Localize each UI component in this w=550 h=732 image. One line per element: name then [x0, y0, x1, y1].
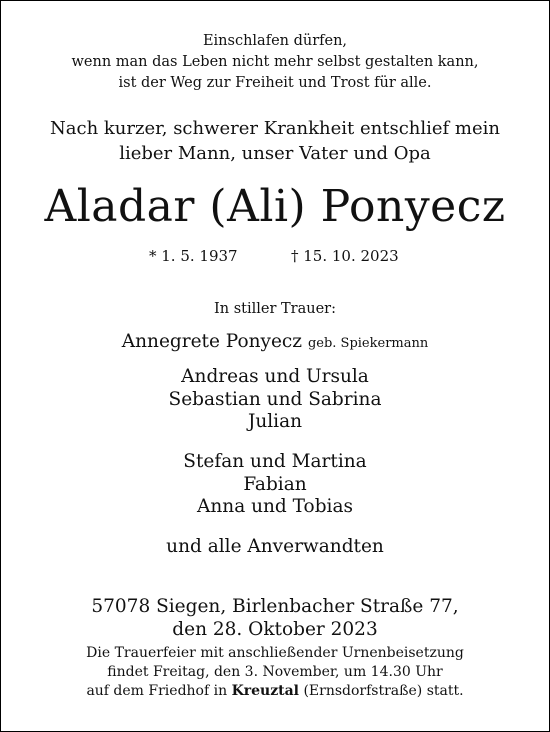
family-member: Sebastian und Sabrina: [168, 388, 382, 410]
motto-verse: [1, 31, 549, 94]
motto-line-1: Einschlafen dürfen,: [202, 33, 348, 49]
family-group-1: [1, 366, 549, 434]
funeral-line-3-suffix: (Ernsdorfstraße) statt.: [303, 683, 464, 699]
family-group-2: [1, 451, 549, 519]
widow-line: [1, 331, 549, 356]
funeral-line-2: findet Freitag, den 3. November, um 14.30 Uhr: [107, 664, 443, 680]
intro-line-2: lieber Mann, unser Vater und Opa: [119, 143, 431, 164]
funeral-line-3: [1, 682, 549, 701]
address: 57078 Siegen, Birlenbacher Straße 77,: [91, 596, 459, 617]
funeral-line-3-prefix: auf dem Friedhof in: [86, 683, 228, 699]
funeral-line-1: Die Trauerfeier mit anschließender Urnenbeisetzung: [86, 645, 464, 661]
motto-line-3: ist der Weg zur Freiheit und Trost für alle.: [118, 75, 432, 91]
relatives-line: und alle Anverwandten: [166, 536, 384, 557]
birth-date: * 1. 5. 1937: [149, 247, 238, 265]
widow-maiden-name: geb. Spiekermann: [307, 336, 429, 351]
family-member: Andreas und Ursula: [181, 366, 369, 387]
death-date: † 15. 10. 2023: [291, 247, 399, 265]
notice-date: den 28. Oktober 2023: [172, 619, 378, 640]
intro-text: [1, 116, 549, 166]
family-member: Julian: [247, 411, 303, 432]
widow-name: Annegrete Ponyecz: [121, 331, 303, 352]
address-block: [1, 595, 549, 641]
deceased-name: Aladar (Ali) Ponyecz: [44, 181, 506, 232]
intro-line-1: Nach kurzer, schwerer Krankheit entschlief mein: [50, 118, 500, 139]
funeral-notice: [1, 644, 549, 701]
funeral-place: Kreuztal: [231, 683, 299, 699]
family-member: Anna und Tobias: [197, 496, 353, 517]
family-member: Stefan und Martina: [183, 451, 367, 472]
motto-line-2: wenn man das Leben nicht mehr selbst gestalten kann,: [71, 54, 479, 70]
family-member: Fabian: [243, 473, 307, 495]
mourning-label: In stiller Trauer:: [214, 301, 336, 317]
